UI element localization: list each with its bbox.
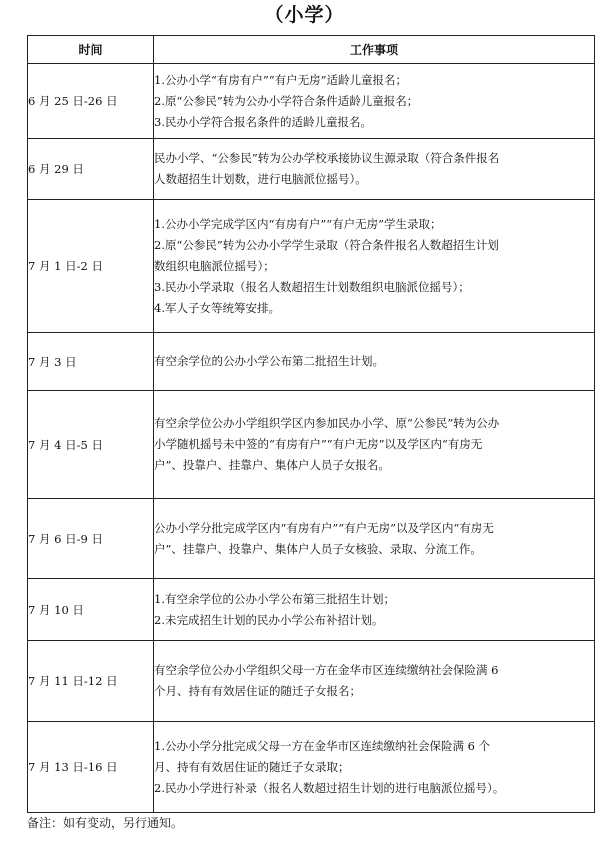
enrollment-schedule-table: [27, 35, 595, 813]
row-tasks: [154, 64, 595, 139]
task-line: 户”、投靠户、挂靠户、集体户人员子女报名。: [154, 458, 390, 472]
row-time: 7 月 6 日-9 日: [28, 499, 154, 579]
page-title: （小学）: [264, 4, 345, 26]
table-row: [28, 391, 595, 499]
footnote: 备注：如有变动，另行通知。: [27, 816, 184, 830]
task-line: 有空余学位公办小学组织父母一方在金华市区连续缴纳社会保险满 6: [154, 663, 499, 677]
row-tasks: [154, 722, 595, 813]
table-row: [28, 641, 595, 722]
row-tasks: [154, 641, 595, 722]
row-tasks: [154, 333, 595, 391]
row-tasks: [154, 499, 595, 579]
task-line: 个月、持有有效居住证的随迁子女报名；: [154, 684, 361, 698]
task-line: 2.原“公参民”转为公办小学符合条件适龄儿童报名；: [154, 93, 419, 108]
task-line: 月、持有有效居住证的随迁子女录取；: [154, 759, 350, 774]
row-time: 6 月 29 日: [28, 139, 154, 200]
table-row: [28, 333, 595, 391]
task-line: 2.民办小学进行补录（报名人数超过招生计划的进行电脑派位摇号）。: [154, 780, 505, 795]
task-line: 2.未完成招生计划的民办小学公布补招计划。: [154, 612, 384, 627]
row-time: 7 月 13 日-16 日: [28, 722, 154, 813]
row-time: 7 月 1 日-2 日: [28, 200, 154, 333]
column-header-time: 时间: [28, 36, 154, 64]
task-line: 3.民办小学符合报名条件的适龄儿童报名。: [154, 114, 372, 129]
row-time: 7 月 3 日: [28, 333, 154, 391]
row-time: 7 月 11 日-12 日: [28, 641, 154, 722]
task-line: 1.公办小学完成学区内“有房有户”“有户无房”学生录取；: [154, 216, 442, 231]
row-time: 7 月 10 日: [28, 579, 154, 641]
row-time: 7 月 4 日-5 日: [28, 391, 154, 499]
task-line: 小学随机摇号未中签的“有房有户”“有户无房”以及学区内“有房无: [154, 437, 483, 451]
column-header-task: 工作事项: [154, 36, 595, 64]
table-row: [28, 722, 595, 813]
table-row: [28, 579, 595, 641]
task-line: 1.公办小学分批完成父母一方在金华市区连续缴纳社会保险满 6 个: [154, 738, 491, 753]
row-tasks: [154, 200, 595, 333]
table-header-row: [28, 36, 595, 64]
row-tasks: [154, 579, 595, 641]
task-line: 人数超招生计划数，进行电脑派位摇号）。: [154, 172, 367, 186]
table-row: [28, 139, 595, 200]
task-line: 有空余学位公办小学组织学区内参加民办小学、原“公参民”转为公办: [154, 416, 500, 430]
table-row: [28, 64, 595, 139]
task-line: 有空余学位的公办小学公布第二批招生计划。: [154, 354, 384, 368]
row-time: 6 月 25 日-26 日: [28, 64, 154, 139]
task-line: 1.有空余学位的公办小学公布第三批招生计划；: [154, 591, 395, 606]
task-line: 4.军人子女等统筹安排。: [154, 300, 280, 315]
task-line: 2.原“公参民”转为公办小学学生录取（符合条件报名人数超招生计划: [154, 237, 499, 252]
task-line: 3.民办小学录取（报名人数超招生计划数组织电脑派位摇号）；: [154, 279, 470, 294]
task-line: 1.公办小学“有房有户”“有户无房”适龄儿童报名；: [154, 72, 407, 87]
task-line: 数组织电脑派位摇号）；: [154, 258, 275, 273]
task-line: 民办小学、“公参民”转为公办学校承接协议生源录取（符合条件报名: [154, 151, 500, 165]
table-row: [28, 200, 595, 333]
table-row: [28, 499, 595, 579]
task-line: 公办小学分批完成学区内“有房有户”“有户无房”以及学区内“有房无: [154, 520, 494, 535]
task-line: 户”、挂靠户、投靠户、集体户人员子女核验、录取、分流工作。: [154, 541, 482, 556]
row-tasks: [154, 139, 595, 200]
row-tasks: [154, 391, 595, 499]
